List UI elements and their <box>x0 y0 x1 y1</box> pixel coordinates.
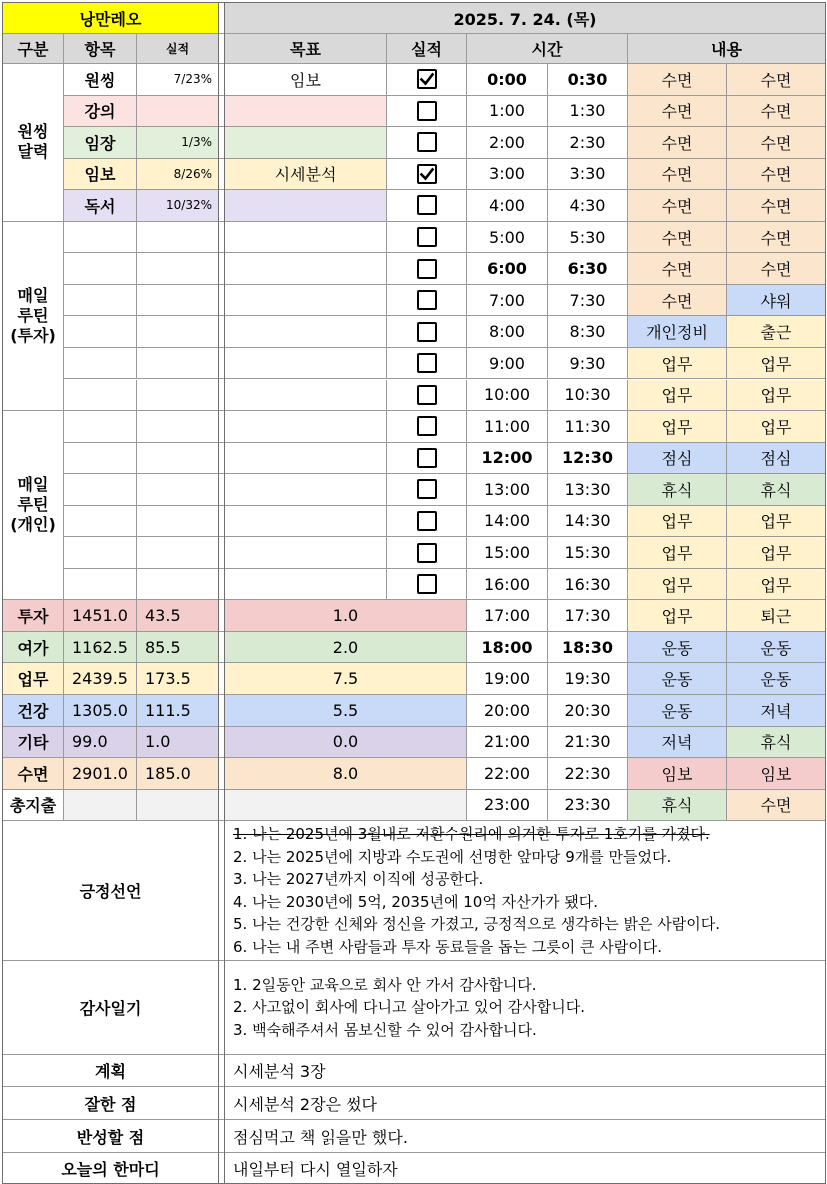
time-start: 19:00 <box>467 663 548 695</box>
schedule-activity[interactable]: 수면 <box>628 190 727 222</box>
total-expense-value <box>64 790 137 822</box>
actual-check-cell <box>387 316 467 348</box>
time-start: 3:00 <box>467 159 548 191</box>
summary-goal: 7.5 <box>225 663 467 695</box>
unchecked-checkbox[interactable] <box>417 322 437 342</box>
schedule-activity[interactable]: 저녁 <box>727 695 826 727</box>
unchecked-checkbox[interactable] <box>417 574 437 594</box>
time-end: 9:30 <box>548 348 628 380</box>
routine-goal[interactable] <box>225 506 387 538</box>
schedule-activity[interactable]: 업무 <box>727 380 826 412</box>
group-label: 매일 루틴 (개인) <box>3 411 64 600</box>
one-thing-stat: 7/23% <box>137 64 219 96</box>
routine-item[interactable] <box>64 348 137 380</box>
reflection-text[interactable]: 내일부터 다시 열일하자 <box>225 1153 826 1184</box>
summary-label: 업무 <box>3 663 64 695</box>
schedule-activity[interactable]: 샤워 <box>727 285 826 317</box>
reflection-text[interactable]: 시세분석 3장 <box>225 1055 826 1087</box>
summary-label: 기타 <box>3 727 64 759</box>
time-start: 18:00 <box>467 632 548 664</box>
summary-actual: 111.5 <box>137 695 219 727</box>
time-end: 18:30 <box>548 632 628 664</box>
note-line: 6. 나는 내 주변 사람들과 투자 동료들을 돕는 그릇이 큰 사람이다. <box>233 937 663 956</box>
time-start: 13:00 <box>467 474 548 506</box>
schedule-activity[interactable]: 휴식 <box>727 474 826 506</box>
summary-goal: 8.0 <box>225 758 467 790</box>
actual-check-cell <box>387 380 467 412</box>
routine-stat <box>137 537 219 569</box>
time-start: 12:00 <box>467 443 548 475</box>
time-start: 22:00 <box>467 758 548 790</box>
unchecked-checkbox[interactable] <box>417 385 437 405</box>
one-thing-stat: 10/32% <box>137 190 219 222</box>
schedule-activity[interactable]: 운동 <box>727 663 826 695</box>
schedule-activity[interactable]: 업무 <box>628 411 727 443</box>
time-end: 4:30 <box>548 190 628 222</box>
time-end: 20:30 <box>548 695 628 727</box>
checked-checkbox[interactable] <box>417 164 437 184</box>
one-thing-item: 독서 <box>64 190 137 222</box>
schedule-activity[interactable]: 업무 <box>628 506 727 538</box>
time-start: 17:00 <box>467 600 548 632</box>
gratitude-text[interactable] <box>225 961 826 1055</box>
summary-total: 1451.0 <box>64 600 137 632</box>
summary-label: 수면 <box>3 758 64 790</box>
one-thing-stat <box>137 96 219 128</box>
routine-goal[interactable] <box>225 253 387 285</box>
schedule-activity[interactable]: 퇴근 <box>727 600 826 632</box>
routine-goal[interactable] <box>225 222 387 254</box>
summary-total: 1162.5 <box>64 632 137 664</box>
time-start: 11:00 <box>467 411 548 443</box>
schedule-activity[interactable]: 업무 <box>628 348 727 380</box>
one-thing-goal[interactable] <box>225 127 387 159</box>
unchecked-checkbox[interactable] <box>417 479 437 499</box>
routine-item[interactable] <box>64 537 137 569</box>
time-end: 21:30 <box>548 727 628 759</box>
time-start: 2:00 <box>467 127 548 159</box>
summary-total: 2901.0 <box>64 758 137 790</box>
actual-check-cell <box>387 127 467 159</box>
schedule-activity[interactable]: 휴식 <box>628 474 727 506</box>
reflection-text[interactable]: 점심먹고 책 읽을만 했다. <box>225 1120 826 1153</box>
time-end: 6:30 <box>548 253 628 285</box>
routine-item[interactable] <box>64 253 137 285</box>
one-thing-goal[interactable]: 시세분석 <box>225 159 387 191</box>
schedule-activity[interactable]: 업무 <box>628 600 727 632</box>
routine-goal[interactable] <box>225 316 387 348</box>
time-start: 4:00 <box>467 190 548 222</box>
schedule-activity[interactable]: 수면 <box>727 159 826 191</box>
schedule-activity[interactable]: 임보 <box>628 758 727 790</box>
schedule-activity[interactable]: 수면 <box>727 127 826 159</box>
actual-check-cell <box>387 96 467 128</box>
schedule-activity[interactable]: 점심 <box>727 443 826 475</box>
summary-actual: 1.0 <box>137 727 219 759</box>
note-line: 1. 2일동안 교육으로 회사 안 가서 감사합니다. <box>233 975 537 994</box>
schedule-activity[interactable]: 수면 <box>628 159 727 191</box>
actual-check-cell <box>387 411 467 443</box>
schedule-activity[interactable]: 업무 <box>727 506 826 538</box>
routine-stat <box>137 506 219 538</box>
time-start: 10:00 <box>467 380 548 412</box>
time-start: 6:00 <box>467 253 548 285</box>
one-thing-goal[interactable] <box>225 190 387 222</box>
routine-item[interactable] <box>64 380 137 412</box>
time-end: 14:30 <box>548 506 628 538</box>
routine-stat <box>137 348 219 380</box>
summary-actual: 173.5 <box>137 663 219 695</box>
routine-goal[interactable] <box>225 569 387 601</box>
actual-check-cell <box>387 348 467 380</box>
time-end: 8:30 <box>548 316 628 348</box>
schedule-activity[interactable]: 업무 <box>628 569 727 601</box>
time-end: 23:30 <box>548 790 628 822</box>
time-end: 17:30 <box>548 600 628 632</box>
schedule-activity[interactable]: 운동 <box>628 663 727 695</box>
summary-label: 건강 <box>3 695 64 727</box>
actual-check-cell <box>387 253 467 285</box>
actual-check-cell <box>387 537 467 569</box>
note-line: 2. 사고없이 회사에 다니고 살아가고 있어 감사합니다. <box>233 998 585 1017</box>
grid-border <box>2 2 3 1183</box>
total-expense-value <box>137 790 219 822</box>
checked-checkbox[interactable] <box>417 69 437 89</box>
summary-total: 1305.0 <box>64 695 137 727</box>
gratitude-label: 감사일기 <box>3 961 219 1055</box>
schedule-activity[interactable]: 수면 <box>727 222 826 254</box>
actual-check-cell <box>387 190 467 222</box>
routine-stat <box>137 222 219 254</box>
unchecked-checkbox[interactable] <box>417 511 437 531</box>
routine-item[interactable] <box>64 285 137 317</box>
group-label: 원씽 달력 <box>3 64 64 222</box>
routine-stat <box>137 569 219 601</box>
actual-check-cell <box>387 506 467 538</box>
time-start: 1:00 <box>467 96 548 128</box>
actual-check-cell <box>387 64 467 96</box>
time-start: 7:00 <box>467 285 548 317</box>
routine-stat <box>137 411 219 443</box>
schedule-activity[interactable]: 운동 <box>628 632 727 664</box>
summary-total: 2439.5 <box>64 663 137 695</box>
col-header-time: 시간 <box>467 34 628 64</box>
reflection-label: 오늘의 한마디 <box>3 1153 219 1184</box>
schedule-activity[interactable]: 수면 <box>628 222 727 254</box>
schedule-activity[interactable]: 업무 <box>628 380 727 412</box>
routine-goal[interactable] <box>225 348 387 380</box>
one-thing-goal[interactable]: 임보 <box>225 64 387 96</box>
routine-stat <box>137 380 219 412</box>
schedule-activity[interactable]: 개인정비 <box>628 316 727 348</box>
summary-label: 여가 <box>3 632 64 664</box>
time-end: 15:30 <box>548 537 628 569</box>
routine-goal[interactable] <box>225 443 387 475</box>
time-end: 13:30 <box>548 474 628 506</box>
summary-goal: 5.5 <box>225 695 467 727</box>
group-label: 매일 루틴 (투자) <box>3 222 64 411</box>
check-icon <box>419 166 435 182</box>
summary-actual: 185.0 <box>137 758 219 790</box>
routine-item[interactable] <box>64 222 137 254</box>
time-start: 23:00 <box>467 790 548 822</box>
unchecked-checkbox[interactable] <box>417 353 437 373</box>
unchecked-checkbox[interactable] <box>417 132 437 152</box>
note-line: 3. 나는 2027년까지 이직에 성공한다. <box>233 870 484 889</box>
summary-actual: 85.5 <box>137 632 219 664</box>
time-end: 5:30 <box>548 222 628 254</box>
unchecked-checkbox[interactable] <box>417 290 437 310</box>
routine-item[interactable] <box>64 506 137 538</box>
one-thing-goal[interactable] <box>225 96 387 128</box>
time-start: 16:00 <box>467 569 548 601</box>
schedule-activity[interactable]: 출근 <box>727 316 826 348</box>
schedule-activity[interactable]: 업무 <box>727 411 826 443</box>
summary-total: 99.0 <box>64 727 137 759</box>
actual-check-cell <box>387 474 467 506</box>
time-start: 21:00 <box>467 727 548 759</box>
total-expense-goal <box>225 790 467 822</box>
grid-border <box>218 3 219 1184</box>
routine-goal[interactable] <box>225 474 387 506</box>
actual-check-cell <box>387 222 467 254</box>
summary-actual: 43.5 <box>137 600 219 632</box>
time-start: 9:00 <box>467 348 548 380</box>
routine-goal[interactable] <box>225 537 387 569</box>
total-expense-label: 총지출 <box>3 790 64 822</box>
routine-stat <box>137 253 219 285</box>
one-thing-item: 임장 <box>64 127 137 159</box>
grid-border <box>2 2 826 3</box>
schedule-activity[interactable]: 임보 <box>727 758 826 790</box>
one-thing-stat: 8/26% <box>137 159 219 191</box>
grid-border <box>224 3 225 1184</box>
check-icon <box>419 71 435 87</box>
schedule-activity[interactable]: 수면 <box>727 253 826 285</box>
col-header-item: 항목 <box>64 34 137 64</box>
routine-item[interactable] <box>64 569 137 601</box>
time-end: 3:30 <box>548 159 628 191</box>
summary-goal: 2.0 <box>225 632 467 664</box>
routine-goal[interactable] <box>225 411 387 443</box>
time-end: 2:30 <box>548 127 628 159</box>
time-end: 7:30 <box>548 285 628 317</box>
actual-check-cell <box>387 159 467 191</box>
affirmation-label: 긍정선언 <box>3 821 219 961</box>
note-line: 3. 백숙해주셔서 몸보신할 수 있어 감사합니다. <box>233 1020 537 1039</box>
one-thing-stat: 1/3% <box>137 127 219 159</box>
routine-item[interactable] <box>64 443 137 475</box>
schedule-activity[interactable]: 운동 <box>727 632 826 664</box>
unchecked-checkbox[interactable] <box>417 448 437 468</box>
one-thing-item: 원씽 <box>64 64 137 96</box>
col-header-actual: 실적 <box>387 34 467 64</box>
one-thing-item: 강의 <box>64 96 137 128</box>
reflection-label: 잘한 점 <box>3 1087 219 1120</box>
note-line: 1. 나는 2025년에 3월내로 저환수원리에 의거한 투자로 1호기를 가졌다. <box>233 825 710 844</box>
routine-goal[interactable] <box>225 380 387 412</box>
schedule-activity[interactable]: 운동 <box>628 695 727 727</box>
time-end: 22:30 <box>548 758 628 790</box>
affirmation-text[interactable] <box>225 821 826 961</box>
schedule-activity[interactable]: 업무 <box>727 569 826 601</box>
time-start: 15:00 <box>467 537 548 569</box>
col-header-content: 내용 <box>628 34 826 64</box>
schedule-activity[interactable]: 수면 <box>628 64 727 96</box>
actual-check-cell <box>387 569 467 601</box>
schedule-activity[interactable]: 수면 <box>727 64 826 96</box>
schedule-activity[interactable]: 휴식 <box>628 790 727 822</box>
reflection-label: 계획 <box>3 1055 219 1087</box>
routine-item[interactable] <box>64 474 137 506</box>
time-end: 11:30 <box>548 411 628 443</box>
time-end: 1:30 <box>548 96 628 128</box>
actual-check-cell <box>387 443 467 475</box>
note-line: 2. 나는 2025년에 지방과 수도권에 선명한 앞마당 9개를 만들었다. <box>233 847 672 866</box>
one-thing-item: 임보 <box>64 159 137 191</box>
unchecked-checkbox[interactable] <box>417 227 437 247</box>
time-end: 10:30 <box>548 380 628 412</box>
reflection-text[interactable]: 시세분석 2장은 썼다 <box>225 1087 826 1120</box>
schedule-activity[interactable]: 업무 <box>727 537 826 569</box>
unchecked-checkbox[interactable] <box>417 543 437 563</box>
time-start: 20:00 <box>467 695 548 727</box>
reflection-label: 반성할 점 <box>3 1120 219 1153</box>
col-header-goal: 목표 <box>225 34 387 64</box>
summary-goal: 0.0 <box>225 727 467 759</box>
schedule-activity[interactable]: 점심 <box>628 443 727 475</box>
unchecked-checkbox[interactable] <box>417 101 437 121</box>
summary-label: 투자 <box>3 600 64 632</box>
routine-stat <box>137 443 219 475</box>
schedule-activity[interactable]: 저녁 <box>628 727 727 759</box>
schedule-activity[interactable]: 수면 <box>727 190 826 222</box>
unchecked-checkbox[interactable] <box>417 195 437 215</box>
schedule-activity[interactable]: 수면 <box>727 790 826 822</box>
schedule-activity[interactable]: 휴식 <box>727 727 826 759</box>
planner-owner-name: 낭만레오 <box>3 3 219 34</box>
routine-stat <box>137 474 219 506</box>
time-start: 0:00 <box>467 64 548 96</box>
schedule-activity[interactable]: 업무 <box>628 537 727 569</box>
unchecked-checkbox[interactable] <box>417 259 437 279</box>
routine-stat <box>137 285 219 317</box>
time-end: 19:30 <box>548 663 628 695</box>
actual-check-cell <box>387 285 467 317</box>
col-header-category: 구분 <box>3 34 64 64</box>
time-end: 12:30 <box>548 443 628 475</box>
routine-goal[interactable] <box>225 285 387 317</box>
time-start: 8:00 <box>467 316 548 348</box>
time-start: 5:00 <box>467 222 548 254</box>
col-header-actual-small: 실적 <box>137 34 219 64</box>
summary-goal: 1.0 <box>225 600 467 632</box>
schedule-activity[interactable]: 수면 <box>727 96 826 128</box>
time-end: 0:30 <box>548 64 628 96</box>
time-end: 16:30 <box>548 569 628 601</box>
schedule-activity[interactable]: 수면 <box>628 96 727 128</box>
schedule-activity[interactable]: 업무 <box>727 348 826 380</box>
planner-date: 2025. 7. 24. (목) <box>225 3 826 34</box>
routine-item[interactable] <box>64 316 137 348</box>
time-start: 14:00 <box>467 506 548 538</box>
note-line: 5. 나는 건강한 신체와 정신을 가졌고, 긍정적으로 생각하는 밝은 사람이다. <box>233 915 720 934</box>
grid-border <box>825 2 826 1183</box>
note-line: 4. 나는 2030년에 5억, 2035년에 10억 자산가가 됐다. <box>233 892 599 911</box>
schedule-activity[interactable]: 수면 <box>628 253 727 285</box>
schedule-activity[interactable]: 수면 <box>628 127 727 159</box>
routine-stat <box>137 316 219 348</box>
routine-item[interactable] <box>64 411 137 443</box>
schedule-activity[interactable]: 수면 <box>628 285 727 317</box>
unchecked-checkbox[interactable] <box>417 416 437 436</box>
